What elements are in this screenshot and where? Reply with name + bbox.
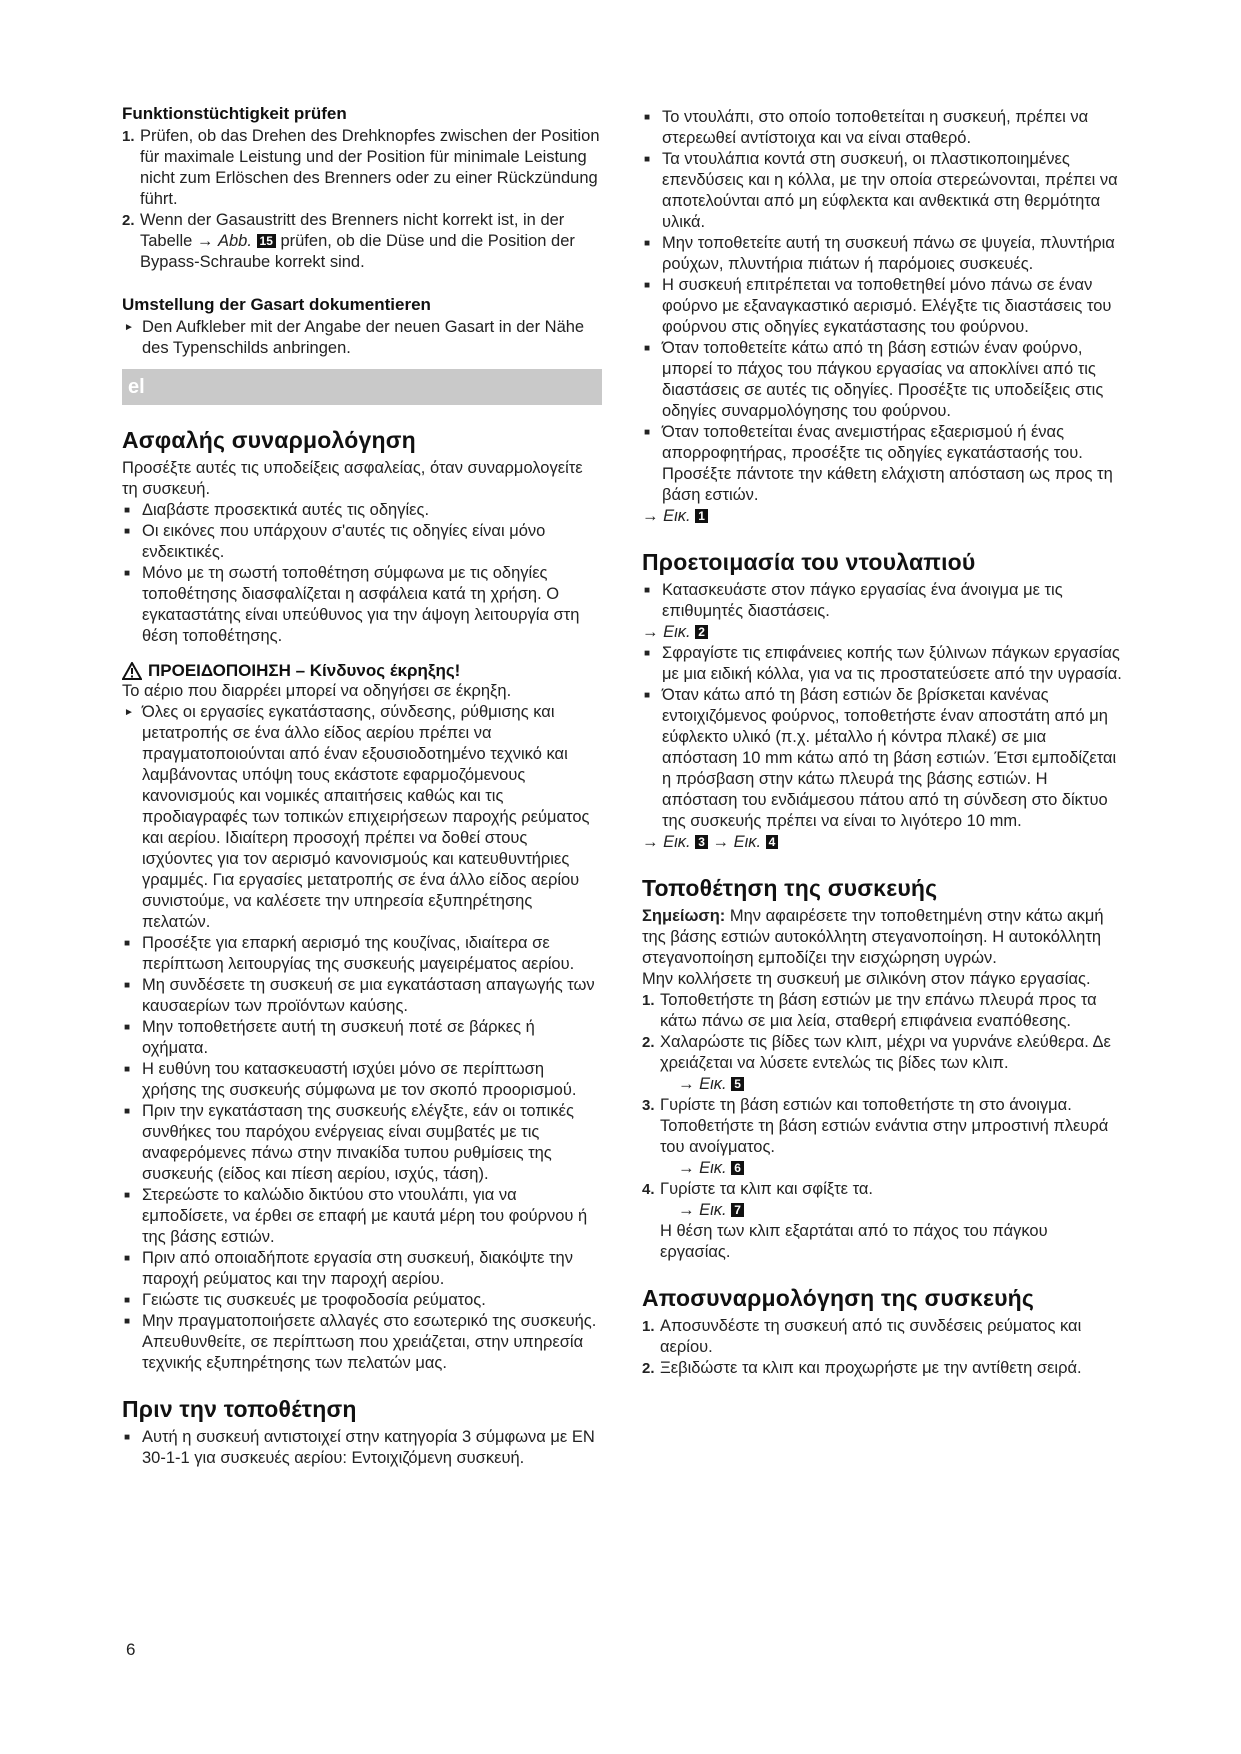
section-title-install-appliance: Τοποθέτηση της συσκευής <box>642 875 938 901</box>
figure-ref-badge: 4 <box>766 835 779 849</box>
list-item: ► Den Aufkleber mit der Angabe der neuen Gasart in der Nähe des Typenschilds anbringen. <box>124 318 585 357</box>
list-item: ■ Τα ντουλάπια κοντά στη συσκευή, οι πλαστικοποιημένες επενδύσεις και η κόλλα, με την οποία στερεώνονται, πρέπει να αποτελούνται από μη εύφλεκτα και ανθεκτικά στη θερμότητα υλικά. <box>644 150 1118 231</box>
list-item: ■ Μην πραγματοποιήσετε αλλαγές στο εσωτερικό της συσκευής. Απευθυνθείτε, σε περίπτωση που χρειάζεται, στην υπηρεσία τεχνικής εξυπηρέτησης των πελατών μας. <box>124 1312 597 1372</box>
list-item: ■ Όταν τοποθετείται ένας ανεμιστήρας εξαερισμού ή ένας απορροφητήρας, προσέξτε τις οδηγίες εγκατάστασής του. Προσέξτε πάντοτε την κάθετη ελάχιστη απόσταση ως προς τη βάση εστιών. <box>644 423 1113 504</box>
page-number: 6 <box>126 1640 136 1659</box>
list-item: ■ Μην τοποθετήσετε αυτή τη συσκευή ποτέ σε βάρκες ή οχήματα. <box>124 1018 535 1057</box>
warning-triangle-icon <box>122 662 142 680</box>
figure-reference: → Εικ. 2 <box>642 622 1122 643</box>
list-item: ■ Όταν κάτω από τη βάση εστιών δε βρίσκεται κανένας εντοιχιζόμενος φούρνος, τοποθετήστε έναν αποστάτη από μη εύφλεκτο υλικό (π.χ. μέταλλο ή κόντρα πλακέ) σε μια απόσταση 10 mm κάτω από τη βάση εστιών. Έτσι εμποδίζεται η πρόσβαση στην κάτω πλευρά της βάσης εστιών. Η απόσταση του ενδιάμεσου πάτου από τη σύνδεση στο δίκτυο της συσκευής πρέπει να είναι το λιγότερο 10 mm. <box>644 686 1117 830</box>
list-item: ■ Το ντουλάπι, στο οποίο τοποθετείται η συσκευή, πρέπει να στερεωθεί αντίστοιχα και να είναι σταθερό. <box>644 108 1089 147</box>
list-item: ■ Μη συνδέσετε τη συσκευή σε μια εγκατάσταση απαγωγής των καυσαερίων των προϊόντων καύσης. <box>124 976 595 1015</box>
section-title-prepare-cabinet: Προετοιμασία του ντουλαπιού <box>642 549 976 575</box>
figure-ref-badge: 3 <box>695 835 708 849</box>
list-item: ■ Στερεώστε το καλώδιο δικτύου στο ντουλάπι, για να εμποδίσετε, να έρθει σε επαφή με καυτά μέρη του φούρνου ή της βάσης εστιών. <box>124 1186 588 1246</box>
numbered-step: 2. Ξεβιδώστε τα κλιπ και προχωρήστε με την αντίθετη σειρά. <box>642 1359 1082 1377</box>
list-item: ■ Προσέξτε για επαρκή αερισμό της κουζίνας, ιδιαίτερα σε περίπτωση λειτουργίας της συσκευής μαγειρέματος αερίου. <box>124 934 575 973</box>
figure-ref-badge: 1 <box>695 509 708 523</box>
list-item: ■ Σφραγίστε τις επιφάνειες κοπής των ξύλινων πάγκων εργασίας με μια ειδική κόλλα, για να τις προστατεύσετε από την υγρασία. <box>644 644 1122 683</box>
figure-ref-badge: 15 <box>257 234 276 248</box>
list-item: ■ Κατασκευάστε στον πάγκο εργασίας ένα άνοιγμα με τις επιθυμητές διαστάσεις. <box>644 581 1063 620</box>
section-title-funktion: Funktionstüchtigkeit prüfen <box>122 104 347 123</box>
section-title-before-install: Πριν την τοποθέτηση <box>122 1396 357 1422</box>
language-bar: el <box>122 369 602 405</box>
numbered-step: 2. Χαλαρώστε τις βίδες των κλιπ, μέχρι να γυρνάνε ελεύθερα. Δε χρειάζεται να λύσετε εντελώς τις βίδες των κλιπ. → Εικ. 5 <box>642 1032 1122 1095</box>
warning-text: Το αέριο που διαρρέει μπορεί να οδηγήσει σε έκρηξη. <box>122 682 512 700</box>
list-item: ► Όλες οι εργασίες εγκατάστασης, σύνδεσης, ρύθμισης και μετατροπής σε ένα άλλο είδος αερίου πρέπει να πραγματοποιούνται από έναν εξουσιοδοτημένο τεχνικό και λαμβάνοντας υπόψη τους εκάστοτε εφαρμοζόμενους κανονισμούς και νομικές απαιτήσεις καθώς και τις προδιαγραφές των τοπικών επιχειρήσεων παροχής ρεύματος και αερίου. Ιδιαίτερη προσοχή πρέπει να δοθεί στους ισχύοντες για τον αερισμό κανονισμούς και κατευθυντήριες γραμμές. Για εργασίες μετατροπής σε ένα άλλο είδος αερίου συνιστούμε, να καλέσετε την υπηρεσία εξυπηρέτησης πελατών. <box>124 703 590 931</box>
list-item: ■ Οι εικόνες που υπάρχουν σ'αυτές τις οδηγίες είναι μόνο ενδεικτικές. <box>124 522 546 561</box>
list-item: ■ Πριν από οποιαδήποτε εργασία στη συσκευή, διακόψτε την παροχή ρεύματος και την παροχή αερίου. <box>124 1249 573 1288</box>
right-column <box>642 107 1122 1379</box>
figure-ref-badge: 6 <box>731 1161 744 1175</box>
numbered-step: 2. Wenn der Gasaustritt des Brenners nicht korrekt ist, in der Tabelle → Abb. 15 prüfen, ob die Düse und die Position der Bypass-Schraube korrekt sind. <box>122 211 575 271</box>
figure-ref-badge: 2 <box>695 625 708 639</box>
list-item: ■ Διαβάστε προσεκτικά αυτές τις οδηγίες. <box>124 501 430 519</box>
figure-reference: → Εικ. 7 <box>660 1200 1122 1221</box>
list-item: ■ Πριν την εγκατάσταση της συσκευής ελέγξτε, εάν οι τοπικές συνθήκες του παρόχου ενέργειας είναι συμβατές με τις αναφερόμενες πάνω στην πινακίδα τυπου ρυθμίσεις της συσκευής (είδος και πίεση αερίου, ισχύς, τάση). <box>124 1102 574 1183</box>
warning-heading: ΠΡΟΕΙΔΟΠΟΙΗΣΗ – Κίνδυνος έκρηξης! <box>122 661 602 681</box>
note-text-2: Μην κολλήσετε τη συσκευή με σιλικόνη στον πάγκο εργασίας. <box>642 970 1091 988</box>
list-item: ■ Αυτή η συσκευή αντιστοιχεί στην κατηγορία 3 σύμφωνα με EN 30-1-1 για συσκευές αερίου: Εντοιχιζόμενη συσκευή. <box>124 1428 595 1467</box>
section-title-safe-assembly: Ασφαλής συναρμολόγηση <box>122 427 416 453</box>
figure-ref-badge: 7 <box>731 1203 744 1217</box>
figure-reference: → Εικ. 3 → Εικ. 4 <box>642 832 1122 853</box>
list-item: ■ Όταν τοποθετείτε κάτω από τη βάση εστιών έναν φούρνο, μπορεί το πάχος του πάγκου εργασίας να αποκλίνει από τις διαστάσεις σε αυτές τις οδηγίες. Προσέξτε τις υποδείξεις στις οδηγίες συναρμολόγησης του φούρνου. <box>644 339 1104 420</box>
list-item: ■ Η συσκευή επιτρέπεται να τοποθετηθεί μόνο πάνω σε έναν φούρνο με εξαναγκαστικό αερισμό. Ελέγξτε τις διαστάσεις του φούρνου στις οδηγίες εγκατάστασης του φούρνου. <box>644 276 1112 336</box>
list-item: ■ Μην τοποθετείτε αυτή τη συσκευή πάνω σε ψυγεία, πλυντήρια ρούχων, πλυντήρια πιάτων ή παρόμοιες συσκευές. <box>644 234 1115 273</box>
figure-reference: → Εικ. 5 <box>660 1074 1122 1095</box>
figure-reference: → Εικ. 1 <box>642 506 1122 527</box>
list-item: ■ Γειώστε τις συσκευές με τροφοδοσία ρεύματος. <box>124 1291 486 1309</box>
numbered-step: 1. Prüfen, ob das Drehen des Drehknopfes zwischen der Position für maximale Leistung und der Position für minimale Leistung nicht zum Erlöschen des Brenners oder zu einer Rückzündung führt. <box>122 127 600 208</box>
list-item: ■ Η ευθύνη του κατασκευαστή ισχύει μόνο σε περίπτωση χρήσης της συσκευής σύμφωνα με τον σκοπό προορισμού. <box>124 1060 577 1099</box>
intro-text: Προσέξτε αυτές τις υποδείξεις ασφαλείας, όταν συναρμολογείτε τη συσκευή. <box>122 459 583 498</box>
left-column <box>122 104 602 1469</box>
numbered-step: 3. Γυρίστε τη βάση εστιών και τοποθετήστε τη στο άνοιγμα. Τοποθετήστε τη βάση εστιών ενάντια στην μπροστινή πλευρά του ανοίγματος. → Εικ. 6 <box>642 1095 1122 1179</box>
list-item: ■ Μόνο με τη σωστή τοποθέτηση σύμφωνα με τις οδηγίες τοποθέτησης διασφαλίζεται η ασφάλεια κατά τη χρήση. Ο εγκαταστάτης είναι υπεύθυνος για την άψογη λειτουργία στη θέση τοποθέτησης. <box>124 564 580 645</box>
figure-ref-badge: 5 <box>731 1077 744 1091</box>
numbered-step: 1. Τοποθετήστε τη βάση εστιών με την επάνω πλευρά προς τα κάτω πάνω σε μια λεία, σταθερή επιφάνεια εναπόθεσης. <box>642 991 1097 1030</box>
numbered-step: 1. Αποσυνδέστε τη συσκευή από τις συνδέσεις ρεύματος και αερίου. <box>642 1317 1082 1356</box>
step-extra-text: Η θέση των κλιπ εξαρτάται από το πάχος του πάγκου εργασίας. <box>660 1222 1048 1261</box>
section-title-disassembly: Αποσυναρμολόγηση της συσκευής <box>642 1285 1035 1311</box>
section-title-gasart: Umstellung der Gasart dokumentieren <box>122 295 431 314</box>
figure-reference: → Εικ. 6 <box>660 1158 1122 1179</box>
note-text: Σημείωση: Μην αφαιρέσετε την τοποθετημένη στην κάτω ακμή της βάσης εστιών αυτοκόλλητη στεγανοποίηση. Η αυτοκόλλητη στεγανοποίηση εμποδίζει την εισχώρηση υγρών. <box>642 907 1104 967</box>
numbered-step: 4. Γυρίστε τα κλιπ και σφίξτε τα. → Εικ. 7 Η θέση των κλιπ εξαρτάται από το πάχος του πάγκου εργασίας. <box>642 1179 1122 1263</box>
